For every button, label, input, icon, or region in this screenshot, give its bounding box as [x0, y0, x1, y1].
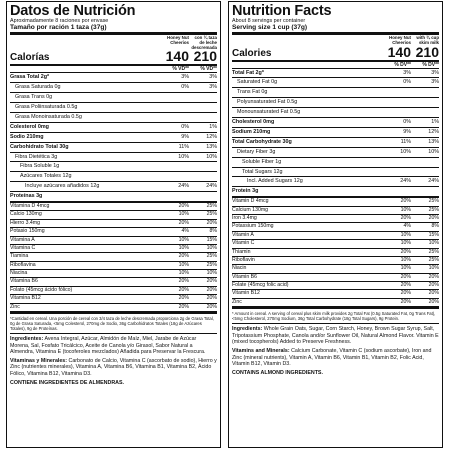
spanish-ingredients: [10, 336, 217, 356]
row-label: Zinc: [10, 303, 20, 310]
english-ingredients: [232, 326, 439, 346]
english-calories-cereal: 140: [387, 43, 411, 60]
english-vitamins-label: Vitamins and Minerals:: [232, 348, 290, 355]
english-vitamin-row: [232, 207, 439, 215]
spanish-vitamin-row: [10, 304, 217, 312]
spanish-dv-label-1: % VD**: [172, 66, 189, 73]
spanish-calories-milk: 210: [193, 48, 217, 65]
row-value-milk: 15%: [428, 231, 439, 238]
row-value-milk: 25%: [428, 206, 439, 213]
row-value-milk: 20%: [206, 303, 217, 310]
row-label: Grasa Total 2g*: [10, 74, 50, 81]
row-value-milk: 20%: [206, 278, 217, 285]
row-value-cereal: 20%: [178, 219, 189, 226]
spanish-col1-header: Honey Nut Cheerios: [167, 35, 189, 45]
spanish-nutrition-panel: [6, 1, 221, 448]
row-label: Zinc: [232, 298, 242, 305]
row-value-cereal: [161, 172, 189, 181]
row-value-milk: 3%: [431, 79, 439, 86]
spanish-dv-label-2: % VD**: [200, 66, 217, 73]
row-label: Protein 3g: [232, 188, 259, 195]
row-value-milk: [411, 88, 439, 97]
spanish-nutrient-row: [10, 162, 217, 172]
row-value-cereal: [161, 113, 189, 122]
row-label: Folate (45mcg folic acid): [232, 282, 289, 289]
row-label: Niacin: [232, 265, 247, 272]
spanish-vitamin-row: [10, 228, 217, 236]
english-nutrient-row: [232, 148, 439, 158]
row-value-milk: 24%: [428, 178, 439, 185]
spanish-vitamin-table: [10, 203, 217, 314]
spanish-vitamin-row: [10, 270, 217, 278]
row-value-milk: 10%: [206, 153, 217, 160]
row-value-cereal: 10%: [400, 240, 411, 247]
row-value-milk: 20%: [428, 273, 439, 280]
spanish-nutrient-row: [10, 113, 217, 123]
english-nutrient-row: [232, 108, 439, 118]
row-label: Total Fat 2g*: [232, 69, 264, 76]
row-label: Potasio 150mg: [10, 228, 45, 235]
english-ingredients-label: Ingredients:: [232, 326, 263, 333]
english-nutrient-row: [232, 78, 439, 88]
row-value-cereal: 10%: [400, 265, 411, 272]
english-vitamin-row: [232, 265, 439, 273]
row-value-milk: 12%: [206, 133, 217, 140]
row-value-milk: 25%: [428, 198, 439, 205]
row-label: Saturated Fat 0g: [237, 79, 278, 86]
english-allergen-text: CONTAINS ALMOND INGREDIENTS.: [232, 369, 323, 376]
spanish-vitamins-text: Carbonato de Calcio, Vitamina C (ascorbato de sodio), Hierro y Zinc (nutrientes minerales), Vitamina A, Vitamina B6, Vitamina B1, Vitamina B2, Ácido Fólico, Vitamina B12, Vitamina D3.: [10, 357, 217, 378]
row-value-cereal: [383, 98, 411, 107]
english-nutrient-table: [232, 69, 439, 199]
row-label: Thiamin: [232, 248, 251, 255]
row-value-milk: 12%: [428, 128, 439, 135]
row-value-milk: [411, 187, 439, 196]
spanish-nutrient-row: [10, 153, 217, 163]
row-value-milk: 3%: [209, 84, 217, 91]
row-value-cereal: 10%: [178, 153, 189, 160]
row-label: Polyunsaturated Fat 0.5g: [237, 99, 298, 106]
row-value-milk: [411, 98, 439, 107]
row-value-cereal: 11%: [400, 138, 411, 145]
english-col1-header: Honey Nut Cheerios: [389, 35, 411, 45]
row-value-cereal: 0%: [403, 119, 411, 126]
row-value-cereal: [161, 103, 189, 112]
row-label: Grasa Trans 0g: [15, 94, 53, 101]
row-value-cereal: [383, 158, 411, 167]
spanish-vitamin-row: [10, 295, 217, 303]
row-value-milk: 25%: [428, 248, 439, 255]
spanish-nutrient-row: [10, 93, 217, 103]
english-col2-header: with ¾ cup skim milk: [416, 35, 439, 45]
english-vitamin-row: [232, 249, 439, 257]
english-dv-label-1: % DV**: [394, 61, 411, 68]
spanish-nutrient-row: [10, 143, 217, 153]
row-value-cereal: 20%: [178, 286, 189, 293]
row-label: Vitamin C: [232, 240, 255, 247]
row-value-cereal: 20%: [400, 282, 411, 289]
row-label: Trans Fat 0g: [237, 89, 268, 96]
english-nutrient-row: [232, 138, 439, 148]
row-label: Grasa Poliinsaturada 0.5g: [15, 104, 78, 111]
row-value-cereal: 10%: [178, 244, 189, 251]
row-value-milk: [411, 108, 439, 117]
spanish-nutrient-table: [10, 73, 217, 203]
row-value-cereal: 10%: [400, 206, 411, 213]
spanish-vitamin-row: [10, 211, 217, 219]
row-value-cereal: 20%: [400, 248, 411, 255]
english-dv-label-2: % DV**: [422, 61, 439, 68]
spanish-vitamins-minerals: [10, 358, 217, 378]
english-serving-size: Serving size 1 cup (37g): [232, 24, 439, 35]
row-label: Proteínas 3g: [10, 193, 43, 200]
english-nutrient-row: [232, 98, 439, 108]
english-calories-row: [232, 43, 439, 62]
spanish-footnote: *Cantidad en cereal. Una porción de cereal con 3/4 taza de leche descremada proporciona 2g de Grasa Total, 0g de Grasa Saturada, <5mg Colesterol, 270mg de Sodio, 36g Carbohidratos Totales (18g de Azúcares Totales), 9g de Proteínas.: [10, 316, 217, 334]
spanish-col2-header: con ¾ taza de leche descremada: [191, 35, 217, 50]
row-value-milk: 10%: [428, 240, 439, 247]
row-value-milk: [411, 158, 439, 167]
row-label: Tiamina: [10, 253, 29, 260]
row-label: Folato (45mcg ácido fólico): [10, 286, 73, 293]
english-allergen: [232, 370, 439, 377]
spanish-nutrient-row: [10, 103, 217, 113]
english-nutrient-row: [232, 69, 439, 79]
english-vitamin-row: [232, 274, 439, 282]
row-value-milk: 25%: [428, 256, 439, 263]
row-label: Iron 3.4mg: [232, 214, 257, 221]
row-label: Vitamin B6: [232, 273, 257, 280]
spanish-vitamin-row: [10, 262, 217, 270]
spanish-nutrient-row: [10, 182, 217, 192]
row-label: Cholesterol 0mg: [232, 119, 275, 126]
row-value-milk: 20%: [206, 295, 217, 302]
row-value-cereal: 9%: [403, 128, 411, 135]
spanish-allergen: [10, 380, 217, 387]
spanish-servings: Aproximadamente 8 raciones por envase: [10, 18, 109, 24]
row-value-cereal: 11%: [178, 143, 189, 150]
row-value-cereal: [161, 192, 189, 201]
row-value-milk: 10%: [206, 244, 217, 251]
english-vitamin-row: [232, 232, 439, 240]
row-value-milk: [189, 93, 217, 102]
spanish-ingredients-text: Avena Integral, Azúcar, Almidón de Maíz, Miel, Jarabe de Azúcar Morena, Sal, Fosfato Tricálcico, Aceite de Canola y/o Girasol, Sabor Natural a Almendra, Vitamina E (tocoferoles mezclados) Añadida para Preservar la Frescura.: [10, 336, 206, 356]
english-vitamin-row: [232, 198, 439, 206]
spanish-calories-cereal: 140: [165, 48, 189, 65]
spanish-dv-header: [10, 66, 217, 73]
row-label: Incl. Added Sugars 12g: [247, 178, 303, 185]
row-value-milk: 20%: [206, 219, 217, 226]
row-value-cereal: [161, 93, 189, 102]
row-label: Vitamin A: [232, 231, 254, 238]
row-value-cereal: 10%: [400, 148, 411, 155]
row-value-cereal: [383, 187, 411, 196]
english-nutrition-panel: [228, 1, 443, 448]
english-vitamin-row: [232, 257, 439, 265]
english-vitamin-row: [232, 215, 439, 223]
row-value-cereal: 20%: [178, 202, 189, 209]
row-label: Soluble Fiber 1g: [242, 158, 282, 165]
row-value-milk: 1%: [209, 123, 217, 130]
row-value-cereal: 20%: [178, 253, 189, 260]
row-label: Carbohidrato Total 30g: [10, 143, 69, 150]
english-nutrient-row: [232, 158, 439, 168]
spanish-vitamin-row: [10, 253, 217, 261]
row-value-cereal: 0%: [403, 79, 411, 86]
row-value-cereal: 10%: [178, 236, 189, 243]
row-value-cereal: 10%: [178, 270, 189, 277]
row-value-cereal: 10%: [178, 261, 189, 268]
spanish-nutrient-row: [10, 73, 217, 83]
row-value-cereal: 20%: [400, 273, 411, 280]
row-value-milk: 20%: [428, 298, 439, 305]
english-calories-label: Calories: [232, 47, 272, 59]
english-vitamin-row: [232, 240, 439, 248]
row-value-cereal: 24%: [178, 183, 189, 190]
row-value-milk: [189, 172, 217, 181]
row-value-cereal: [383, 168, 411, 177]
row-label: Incluye azúcares añadidos 12g: [25, 183, 100, 190]
row-label: Riboflavina: [10, 261, 36, 268]
english-nutrient-row: [232, 177, 439, 187]
row-label: Vitamina D 4mcg: [10, 202, 50, 209]
spanish-vitamin-row: [10, 220, 217, 228]
english-vitamin-row: [232, 282, 439, 290]
english-vitamins-text: Calcium Carbonate, Vitamin C (sodium ascorbate), Iron and Zinc (mineral nutrients), Vitamin A, Vitamin B6, Vitamin B1, Vitamin B2, Folic Acid, Vitamin B12, Vitamin D3.: [232, 348, 432, 368]
row-value-cereal: 3%: [181, 74, 189, 81]
spanish-calories-label: Calorías: [10, 52, 50, 64]
spanish-allergen-text: CONTIENE INGREDIENTES DE ALMENDRAS.: [10, 379, 124, 386]
spanish-nutrient-row: [10, 123, 217, 133]
english-calories-milk: 210: [415, 43, 439, 60]
english-nutrient-row: [232, 88, 439, 98]
row-label: Azúcares Totales 12g: [20, 173, 72, 180]
row-value-milk: 25%: [206, 253, 217, 260]
spanish-nutrient-row: [10, 172, 217, 182]
row-value-cereal: 9%: [181, 133, 189, 140]
row-value-milk: 10%: [206, 270, 217, 277]
row-value-milk: 3%: [431, 69, 439, 76]
row-value-milk: 13%: [428, 138, 439, 145]
row-label: Sodio 210mg: [10, 133, 44, 140]
row-value-milk: 25%: [206, 211, 217, 218]
row-value-cereal: [383, 88, 411, 97]
english-vitamin-row: [232, 223, 439, 231]
row-value-milk: 10%: [428, 148, 439, 155]
row-value-milk: 20%: [206, 286, 217, 293]
english-nutrient-row: [232, 118, 439, 128]
spanish-vitamin-row: [10, 278, 217, 286]
row-label: Grasa Saturada 0g: [15, 84, 61, 91]
spanish-vitamin-row: [10, 245, 217, 253]
row-value-milk: [411, 168, 439, 177]
spanish-calories-row: [10, 50, 217, 66]
english-vitamins-minerals: [232, 348, 439, 368]
row-value-cereal: 10%: [178, 211, 189, 218]
spanish-title: Datos de Nutrición: [10, 3, 136, 19]
english-vitamin-row: [232, 290, 439, 298]
row-value-cereal: [161, 162, 189, 171]
row-value-milk: 13%: [206, 143, 217, 150]
row-value-cereal: 20%: [178, 295, 189, 302]
row-value-cereal: 20%: [400, 298, 411, 305]
row-label: Vitamin B12: [232, 290, 260, 297]
row-value-cereal: 0%: [181, 84, 189, 91]
row-label: Hierro 3.4mg: [10, 219, 40, 226]
row-label: Calcio 130mg: [10, 211, 42, 218]
row-value-milk: 20%: [428, 214, 439, 221]
row-value-cereal: 20%: [178, 278, 189, 285]
row-value-milk: 3%: [209, 74, 217, 81]
spanish-serving-size: Tamaño por ración 1 taza (37g): [10, 24, 217, 35]
row-value-cereal: 4%: [403, 223, 411, 230]
row-label: Niacina: [10, 270, 28, 277]
spanish-nutrient-row: [10, 83, 217, 93]
row-label: Grasa Monoinsaturada 0.5g: [15, 113, 82, 120]
english-ingredients-text: Whole Grain Oats, Sugar, Corn Starch, Honey, Brown Sugar Syrup, Salt, Tripotassium Phosphate, Canola and/or Sunflower Oil, Natural Almond Flavor. Vitamin E (mixed tocopherols) Added to Preserve Freshness.: [232, 326, 439, 346]
row-value-cereal: 20%: [178, 303, 189, 310]
english-title: Nutrition Facts: [232, 3, 332, 19]
row-value-cereal: 3%: [403, 69, 411, 76]
spanish-vitamin-row: [10, 287, 217, 295]
row-value-cereal: 20%: [400, 290, 411, 297]
row-label: Fibra Soluble 1g: [20, 163, 60, 170]
row-label: Monounsaturated Fat 0.5g: [237, 109, 301, 116]
row-value-cereal: 10%: [400, 231, 411, 238]
english-nutrient-row: [232, 187, 439, 198]
row-value-milk: 1%: [431, 119, 439, 126]
row-label: Sodium 210mg: [232, 128, 271, 135]
spanish-vitamins-label: Vitaminas y Minerales:: [10, 357, 68, 364]
row-label: Total Carbohydrate 30g: [232, 138, 292, 145]
spanish-nutrient-row: [10, 133, 217, 143]
row-value-milk: 15%: [206, 236, 217, 243]
row-label: Vitamin D 4mcg: [232, 198, 269, 205]
english-nutrient-row: [232, 168, 439, 178]
row-value-milk: [189, 103, 217, 112]
row-label: Vitamina B12: [10, 295, 41, 302]
row-label: Vitamina C: [10, 244, 36, 251]
row-value-milk: 24%: [206, 183, 217, 190]
row-label: Riboflavin: [232, 256, 255, 263]
row-value-cereal: 4%: [181, 228, 189, 235]
row-value-milk: 20%: [428, 282, 439, 289]
row-value-cereal: 24%: [400, 178, 411, 185]
english-dv-header: [232, 62, 439, 69]
row-value-cereal: [383, 108, 411, 117]
row-value-cereal: 20%: [400, 198, 411, 205]
spanish-vitamin-row: [10, 237, 217, 245]
row-value-cereal: 10%: [400, 256, 411, 263]
english-vitamin-table: [232, 198, 439, 309]
row-value-milk: 25%: [206, 261, 217, 268]
row-label: Total Sugars 12g: [242, 168, 283, 175]
row-label: Calcium 130mg: [232, 206, 269, 213]
english-servings: About 8 servings per container: [232, 18, 306, 24]
row-value-milk: [189, 162, 217, 171]
row-value-milk: [189, 192, 217, 201]
spanish-vitamin-row: [10, 203, 217, 211]
spanish-nutrient-row: [10, 192, 217, 203]
row-value-milk: 20%: [428, 290, 439, 297]
row-value-milk: [189, 113, 217, 122]
english-nutrient-row: [232, 128, 439, 138]
english-vitamin-row: [232, 299, 439, 307]
row-label: Colesterol 0mg: [10, 123, 49, 130]
row-label: Vitamina B6: [10, 278, 38, 285]
row-value-milk: 25%: [206, 202, 217, 209]
row-value-cereal: 0%: [181, 123, 189, 130]
row-value-milk: 8%: [209, 228, 217, 235]
row-label: Potassium 150mg: [232, 223, 274, 230]
row-value-milk: 8%: [431, 223, 439, 230]
row-label: Vitamina A: [10, 236, 35, 243]
row-value-cereal: 20%: [400, 214, 411, 221]
spanish-ingredients-label: Ingredientes:: [10, 336, 44, 343]
row-label: Dietary Fiber 3g: [237, 148, 276, 155]
english-footnote: * Amount in cereal. A serving of cereal plus skim milk provides 2g Total Fat (0.5g Saturated Fat, 0g Trans Fat), <5mg Cholesterol, 270mg Sodium, 36g Total Carbohydrate (18g Total Sugars), 9g Protein.: [232, 311, 439, 324]
row-label: Fibra Dietética 3g: [15, 153, 58, 160]
row-value-milk: 10%: [428, 265, 439, 272]
